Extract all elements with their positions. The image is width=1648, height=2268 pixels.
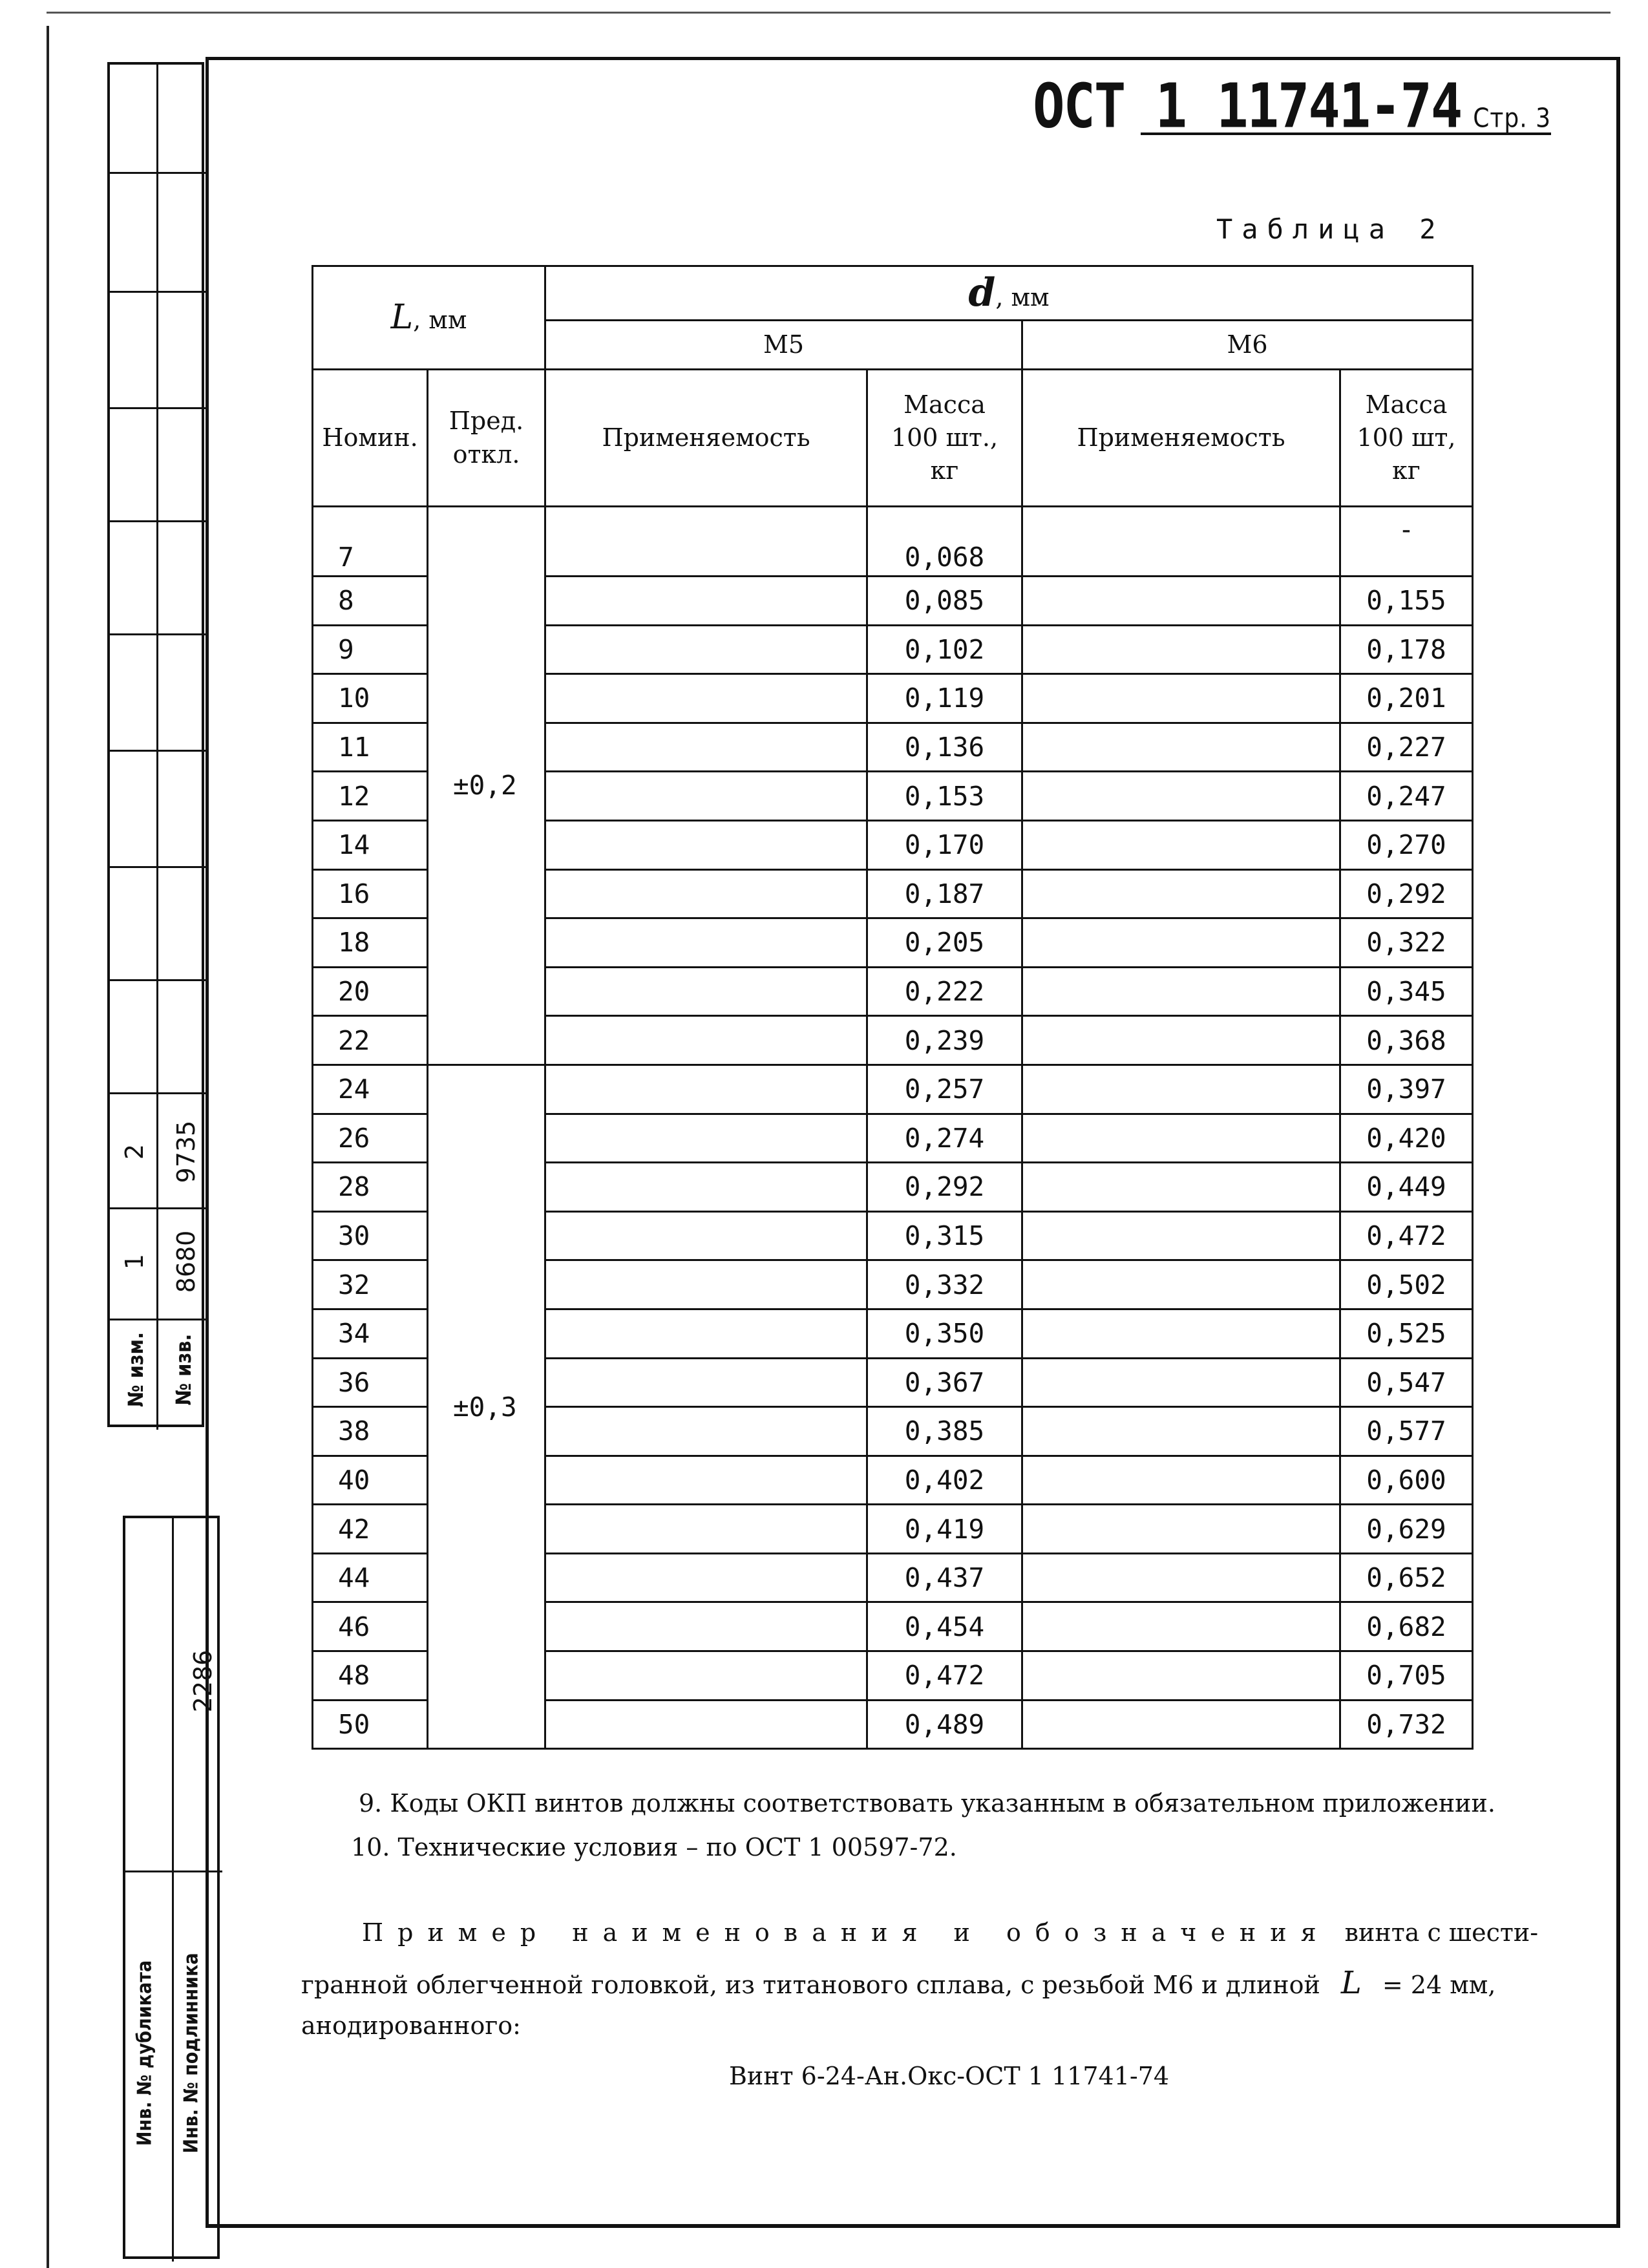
cell-mass-m5: 0,350 xyxy=(867,1309,1022,1358)
cell-appl-m6 xyxy=(1022,1309,1340,1358)
col-mass-m6-line3: кг xyxy=(1392,456,1421,485)
cell-appl-m5 xyxy=(545,625,867,674)
strip-row xyxy=(110,291,207,293)
cell-length: 28 xyxy=(313,1163,428,1212)
cell-mass-m6: 0,270 xyxy=(1340,820,1473,869)
col-mass-m5-line3: кг xyxy=(930,456,959,485)
cell-appl-m5 xyxy=(545,507,867,577)
example-line-2 xyxy=(301,1965,1495,2001)
change-strip xyxy=(107,62,204,1427)
cell-appl-m6 xyxy=(1022,577,1340,626)
cell-mass-m5: 0,222 xyxy=(867,967,1022,1016)
cell-appl-m5 xyxy=(545,820,867,869)
d-header xyxy=(545,266,1473,321)
strip-row xyxy=(110,1092,207,1094)
cell-mass-m6: 0,155 xyxy=(1340,577,1473,626)
cell-mass-m6: 0,705 xyxy=(1340,1651,1473,1701)
cell-length: 24 xyxy=(313,1065,428,1114)
cell-mass-m5: 0,136 xyxy=(867,723,1022,772)
cell-mass-m5: 0,085 xyxy=(867,577,1022,626)
length-symbol: L xyxy=(1340,1965,1362,2001)
izv-2: 9735 xyxy=(172,1120,200,1183)
cell-mass-m6: 0,178 xyxy=(1340,625,1473,674)
cell-mass-m6: 0,682 xyxy=(1340,1602,1473,1651)
cell-appl-m6 xyxy=(1022,1407,1340,1456)
cell-mass-m5: 0,153 xyxy=(867,772,1022,821)
izv-1: 8680 xyxy=(172,1230,200,1293)
strip-row xyxy=(110,866,207,868)
cell-appl-m5 xyxy=(545,918,867,968)
cell-appl-m6 xyxy=(1022,507,1340,577)
cell-mass-m6: 0,227 xyxy=(1340,723,1473,772)
header-row-1 xyxy=(313,266,1473,321)
cell-appl-m6 xyxy=(1022,1065,1340,1114)
m6-header: М6 xyxy=(1022,321,1473,370)
cell-mass-m5: 0,205 xyxy=(867,918,1022,968)
document-code xyxy=(1033,71,1551,142)
col-mass-m5-line2: 100 шт., xyxy=(891,423,998,452)
cell-appl-m6 xyxy=(1022,967,1340,1016)
cell-mass-m5: 0,472 xyxy=(867,1651,1022,1701)
cell-appl-m6 xyxy=(1022,1211,1340,1260)
example-line2-a: гранной облегченной головкой, из титанового сплава, с резьбой М6 и длиной xyxy=(301,1971,1320,1999)
cell-mass-m6: 0,420 xyxy=(1340,1114,1473,1163)
cell-mass-m6: 0,600 xyxy=(1340,1456,1473,1505)
cell-mass-m6: 0,629 xyxy=(1340,1505,1473,1554)
example-rest-1: винта с шести- xyxy=(1344,1918,1539,1947)
strip-row xyxy=(110,172,207,174)
col-appl-m5: Применяемость xyxy=(545,370,867,507)
izv-label: № изв. xyxy=(171,1333,196,1406)
cell-appl-m6 xyxy=(1022,1114,1340,1163)
cell-appl-m5 xyxy=(545,1211,867,1260)
strip-row xyxy=(110,750,207,752)
cell-length: 26 xyxy=(313,1114,428,1163)
cell-length: 50 xyxy=(313,1700,428,1749)
outer-frame-top xyxy=(47,12,1611,14)
cell-appl-m5 xyxy=(545,772,867,821)
cell-appl-m6 xyxy=(1022,625,1340,674)
strip-row xyxy=(110,407,207,409)
cell-length: 11 xyxy=(313,723,428,772)
strip-row xyxy=(110,1319,207,1320)
cell-mass-m6: 0,502 xyxy=(1340,1260,1473,1309)
l-header xyxy=(313,266,545,370)
cell-mass-m6: 0,292 xyxy=(1340,869,1473,918)
izm-label: № изм. xyxy=(123,1331,148,1408)
cell-mass-m5: 0,367 xyxy=(867,1358,1022,1407)
cell-appl-m6 xyxy=(1022,869,1340,918)
cell-length: 46 xyxy=(313,1602,428,1651)
cell-length: 9 xyxy=(313,625,428,674)
cell-mass-m5: 0,332 xyxy=(867,1260,1022,1309)
cell-appl-m6 xyxy=(1022,772,1340,821)
izm-1: 1 xyxy=(120,1253,149,1270)
cell-appl-m5 xyxy=(545,1651,867,1701)
cell-length: 30 xyxy=(313,1211,428,1260)
cell-appl-m5 xyxy=(545,1260,867,1309)
cell-mass-m5: 0,315 xyxy=(867,1211,1022,1260)
cell-mass-m5: 0,102 xyxy=(867,625,1022,674)
cell-mass-m5: 0,068 xyxy=(867,507,1022,577)
col-tol-line1: Пред. xyxy=(449,407,524,436)
cell-mass-m6: 0,201 xyxy=(1340,674,1473,723)
inv-dubl-label: Инв. № дубликата xyxy=(133,1960,156,2146)
cell-appl-m5 xyxy=(545,1016,867,1065)
cell-appl-m6 xyxy=(1022,820,1340,869)
cell-mass-m6: 0,368 xyxy=(1340,1016,1473,1065)
cell-mass-m5: 0,274 xyxy=(867,1114,1022,1163)
cell-appl-m6 xyxy=(1022,1553,1340,1602)
example-line2-b: = 24 мм, xyxy=(1382,1971,1496,1999)
cell-mass-m6: 0,449 xyxy=(1340,1163,1473,1212)
cell-length: 14 xyxy=(313,820,428,869)
data-table xyxy=(312,265,1474,1750)
cell-appl-m6 xyxy=(1022,1456,1340,1505)
cell-length: 16 xyxy=(313,869,428,918)
cell-appl-m5 xyxy=(545,1602,867,1651)
inventory-strip xyxy=(123,1516,220,2259)
cell-appl-m6 xyxy=(1022,723,1340,772)
cell-mass-m5: 0,119 xyxy=(867,674,1022,723)
col-tolerance xyxy=(428,370,545,507)
l-symbol: L xyxy=(390,298,414,337)
cell-appl-m6 xyxy=(1022,918,1340,968)
cell-appl-m6 xyxy=(1022,1700,1340,1749)
cell-length: 18 xyxy=(313,918,428,968)
cell-length: 36 xyxy=(313,1358,428,1407)
cell-mass-m6: 0,547 xyxy=(1340,1358,1473,1407)
cell-mass-m5: 0,170 xyxy=(867,820,1022,869)
cell-appl-m6 xyxy=(1022,674,1340,723)
col-mass-m6 xyxy=(1340,370,1473,507)
table-row xyxy=(313,507,1473,577)
strip-row xyxy=(110,1207,207,1209)
l-header-text: , мм xyxy=(413,306,467,335)
cell-length: 22 xyxy=(313,1016,428,1065)
cell-appl-m5 xyxy=(545,1700,867,1749)
designation: Винт 6-24-Ан.Окс-ОСТ 1 11741-74 xyxy=(729,2062,1170,2090)
strip-divider xyxy=(156,65,158,1430)
d-header-text: , мм xyxy=(995,283,1050,312)
cell-appl-m5 xyxy=(545,1407,867,1456)
table-row xyxy=(313,1065,1473,1114)
cell-mass-m5: 0,257 xyxy=(867,1065,1022,1114)
example-line-3: анодированного: xyxy=(301,2011,521,2040)
cell-appl-m5 xyxy=(545,723,867,772)
cell-mass-m5: 0,402 xyxy=(867,1456,1022,1505)
m5-header: М5 xyxy=(545,321,1022,370)
cell-length: 20 xyxy=(313,967,428,1016)
inv-podl-label: Инв. № подлинника xyxy=(180,1953,203,2154)
cell-appl-m5 xyxy=(545,1065,867,1114)
item-9: 9. Коды ОКП винтов должны соответствовать указанным в обязательном приложении. xyxy=(359,1789,1495,1818)
col-mass-m5 xyxy=(867,370,1022,507)
cell-mass-m5: 0,385 xyxy=(867,1407,1022,1456)
cell-appl-m5 xyxy=(545,577,867,626)
item-10: 10. Технические условия – по ОСТ 1 00597-72. xyxy=(351,1833,957,1861)
cell-tolerance: ±0,3 xyxy=(428,1065,545,1748)
cell-appl-m5 xyxy=(545,1456,867,1505)
col-mass-m5-line1: Масса xyxy=(903,390,986,419)
cell-mass-m5: 0,239 xyxy=(867,1016,1022,1065)
cell-appl-m6 xyxy=(1022,1358,1340,1407)
cell-length: 38 xyxy=(313,1407,428,1456)
cell-length: 12 xyxy=(313,772,428,821)
cell-mass-m5: 0,292 xyxy=(867,1163,1022,1212)
col-nomin: Номин. xyxy=(313,370,428,507)
cell-appl-m5 xyxy=(545,1358,867,1407)
cell-appl-m6 xyxy=(1022,1651,1340,1701)
cell-length: 40 xyxy=(313,1456,428,1505)
cell-mass-m6: 0,247 xyxy=(1340,772,1473,821)
cell-mass-m5: 0,419 xyxy=(867,1505,1022,1554)
cell-length: 44 xyxy=(313,1553,428,1602)
cell-appl-m6 xyxy=(1022,1260,1340,1309)
cell-length: 42 xyxy=(313,1505,428,1554)
cell-length: 34 xyxy=(313,1309,428,1358)
col-tol-line2: откл. xyxy=(452,440,520,469)
cell-mass-m6: 0,652 xyxy=(1340,1553,1473,1602)
cell-appl-m5 xyxy=(545,967,867,1016)
example-spaced: Пример наименования и обозначения xyxy=(362,1918,1331,1947)
cell-mass-m6: - xyxy=(1340,507,1473,577)
cell-appl-m5 xyxy=(545,1505,867,1554)
example-line-1 xyxy=(362,1918,1538,1947)
cell-mass-m6: 0,345 xyxy=(1340,967,1473,1016)
strip-row xyxy=(110,633,207,635)
d-symbol: d xyxy=(968,270,996,315)
col-appl-m6: Применяемость xyxy=(1022,370,1340,507)
cell-appl-m5 xyxy=(545,674,867,723)
cell-length: 8 xyxy=(313,577,428,626)
cell-length: 7 xyxy=(313,507,428,577)
izm-2: 2 xyxy=(120,1143,149,1160)
header-row-3 xyxy=(313,370,1473,507)
doc-code-text: ОСТ 1 11741-74 xyxy=(1033,71,1462,142)
cell-mass-m6: 0,732 xyxy=(1340,1700,1473,1749)
strip-row xyxy=(110,979,207,981)
cell-length: 32 xyxy=(313,1260,428,1309)
cell-mass-m6: 0,322 xyxy=(1340,918,1473,968)
cell-length: 10 xyxy=(313,674,428,723)
cell-mass-m5: 0,454 xyxy=(867,1602,1022,1651)
cell-tolerance: ±0,2 xyxy=(428,507,545,1065)
cell-length: 48 xyxy=(313,1651,428,1701)
cell-mass-m6: 0,525 xyxy=(1340,1309,1473,1358)
cell-mass-m6: 0,397 xyxy=(1340,1065,1473,1114)
strip-row xyxy=(125,1871,222,1872)
outer-frame-left xyxy=(47,26,49,2268)
page-label: Стр. 3 xyxy=(1473,103,1551,134)
cell-mass-m5: 0,437 xyxy=(867,1553,1022,1602)
col-mass-m6-line2: 100 шт, xyxy=(1357,423,1456,452)
col-mass-m6-line1: Масса xyxy=(1365,390,1448,419)
cell-appl-m6 xyxy=(1022,1505,1340,1554)
header-underline xyxy=(1141,132,1551,135)
cell-appl-m6 xyxy=(1022,1602,1340,1651)
strip-divider xyxy=(172,1518,174,2262)
cell-appl-m6 xyxy=(1022,1016,1340,1065)
cell-mass-m6: 0,577 xyxy=(1340,1407,1473,1456)
cell-appl-m5 xyxy=(545,869,867,918)
cell-mass-m6: 0,472 xyxy=(1340,1211,1473,1260)
cell-mass-m5: 0,489 xyxy=(867,1700,1022,1749)
table-caption: Таблица 2 xyxy=(1216,213,1445,245)
cell-appl-m5 xyxy=(545,1309,867,1358)
cell-appl-m6 xyxy=(1022,1163,1340,1212)
cell-mass-m5: 0,187 xyxy=(867,869,1022,918)
inv-podl-value: 2286 xyxy=(189,1649,217,1713)
cell-appl-m5 xyxy=(545,1114,867,1163)
cell-appl-m5 xyxy=(545,1163,867,1212)
strip-row xyxy=(110,520,207,522)
cell-appl-m5 xyxy=(545,1553,867,1602)
